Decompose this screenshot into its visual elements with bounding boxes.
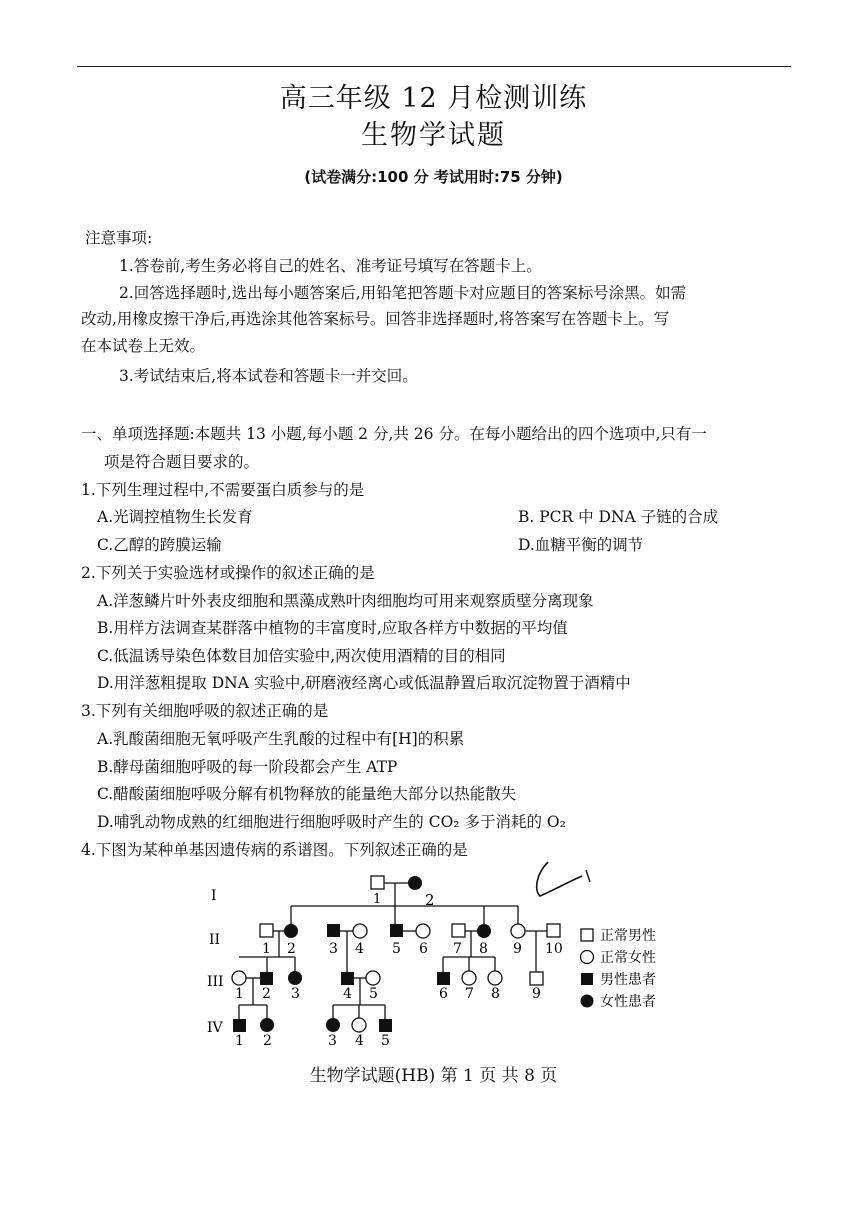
exam-info: (试卷满分:100 分 考试用时:75 分钟)	[304, 168, 563, 186]
gen2-male-1	[260, 924, 273, 937]
q2-option-d: D.用洋葱粗提取 DNA 实验中,研磨液经离心或低温静置后取沉淀物置于酒精中	[97, 674, 631, 692]
q1-option-b: B. PCR 中 DNA 子链的合成	[518, 508, 719, 526]
header-rule	[77, 66, 791, 67]
gen4-num-2: 2	[263, 1033, 272, 1049]
legend-affected-female: 女性患者	[600, 994, 656, 1010]
gen3-num-5: 5	[369, 986, 378, 1002]
gen3-num-1: 1	[235, 986, 244, 1002]
gen3-female-7	[462, 971, 476, 985]
gen2-num-8: 8	[479, 941, 488, 957]
gen1-num-2: 2	[425, 891, 435, 909]
gen2-male-3	[327, 924, 340, 937]
exam-subject: 生物学试题	[361, 120, 506, 151]
gen2-num-5: 5	[392, 941, 401, 957]
q3-option-c: C.醋酸菌细胞呼吸分解有机物释放的能量绝大部分以热能散失	[97, 785, 517, 803]
gen4-num-4: 4	[355, 1033, 364, 1049]
gen4-male-1	[233, 1019, 246, 1032]
pedigree-chart	[195, 860, 675, 1050]
gen3-male-4	[341, 972, 354, 985]
gen2-num-2: 2	[287, 941, 296, 957]
question-2-stem: 2.下列关于实验选材或操作的叙述正确的是	[81, 564, 375, 582]
gen2-female-6	[416, 924, 430, 938]
gen4-female-2	[260, 1018, 274, 1032]
gen3-num-4: 4	[343, 986, 352, 1002]
notice-item-2: 2.回答选择题时,选出每小题答案后,用铅笔把答题卡对应题目的答案标号涂黑。如需	[119, 284, 687, 302]
gen2-male-10	[547, 924, 560, 937]
gen3-num-7: 7	[465, 986, 474, 1002]
q1-option-d: D.血糖平衡的调节	[518, 536, 644, 554]
gen2-male-7	[452, 924, 465, 937]
legend-normal-female: 正常女性	[600, 950, 656, 966]
notice-item-1: 1.答卷前,考生务必将自己的姓名、准考证号填写在答题卡上。	[119, 257, 542, 275]
question-1-stem: 1.下列生理过程中,不需要蛋白质参与的是	[81, 481, 365, 499]
gen3-num-3: 3	[291, 986, 300, 1002]
page-footer: 生物学试题(HB) 第 1 页 共 8 页	[309, 1066, 558, 1086]
legend-affected-female-icon	[581, 995, 594, 1008]
gen2-female-9	[511, 924, 525, 938]
gen2-female-8	[477, 924, 491, 938]
gen3-female-5	[366, 971, 380, 985]
q3-option-d: D.哺乳动物成熟的红细胞进行细胞呼吸时产生的 CO₂ 多于消耗的 O₂	[97, 813, 566, 831]
gen2-num-4: 4	[355, 941, 364, 957]
q1-option-c: C.乙醇的跨膜运输	[97, 536, 222, 554]
gen3-num-2: 2	[262, 986, 271, 1002]
legend-affected-male-icon	[581, 973, 593, 985]
q2-option-b: B.用样方法调查某群落中植物的丰富度时,应取各样方中数据的平均值	[97, 619, 568, 637]
notice-item-2-cont: 改动,用橡皮擦干净后,再选涂其他答案标号。回答非选择题时,将答案写在答题卡上。写	[81, 310, 670, 328]
gen4-num-1: 1	[235, 1033, 244, 1049]
gen3-female-3	[288, 971, 302, 985]
gen4-num-3: 3	[328, 1033, 337, 1049]
gen2-num-6: 6	[419, 941, 428, 957]
gen3-num-6: 6	[439, 986, 448, 1002]
notice-item-2-end: 在本试卷上无效。	[81, 337, 206, 355]
gen3-male-6	[437, 972, 450, 985]
question-4-stem: 4.下图为某种单基因遗传病的系谱图。下列叙述正确的是	[81, 841, 468, 859]
gen2-num-9: 9	[513, 941, 522, 957]
gen4-num-5: 5	[381, 1033, 390, 1049]
q3-option-a: A.乳酸菌细胞无氧呼吸产生乳酸的过程中有[H]的积累	[97, 730, 465, 748]
gen3-female-8	[488, 971, 502, 985]
legend-normal-male: 正常男性	[600, 928, 656, 944]
question-3-stem: 3.下列有关细胞呼吸的叙述正确的是	[81, 702, 329, 720]
gen2-male-5	[390, 924, 403, 937]
gen2-num-10: 10	[545, 941, 563, 957]
notice-heading: 注意事项:	[85, 229, 153, 247]
gen1-female-2	[408, 876, 422, 890]
gen3-female-1	[232, 971, 246, 985]
q3-option-b: B.酵母菌细胞呼吸的每一阶段都会产生 ATP	[97, 758, 398, 776]
notice-item-3: 3.考试结束后,将本试卷和答题卡一并交回。	[119, 367, 418, 385]
gen2-female-2	[284, 924, 298, 938]
section-heading-cont: 项是符合题目要求的。	[104, 453, 260, 471]
gen2-num-3: 3	[329, 941, 338, 957]
legend-normal-female-icon	[581, 951, 594, 964]
gen2-num-7: 7	[453, 941, 462, 957]
gen1-num-1: 1	[373, 892, 382, 907]
gen4-female-4	[352, 1018, 366, 1032]
exam-title: 高三年级 12 月检测训练	[279, 83, 588, 114]
gen3-num-9: 9	[532, 986, 541, 1002]
gen2-num-1: 1	[262, 941, 271, 957]
gen4-male-5	[379, 1019, 392, 1032]
gen-label-iv: IV	[207, 1020, 223, 1036]
gen4-female-3	[326, 1018, 340, 1032]
q2-option-c: C.低温诱导染色体数目加倍实验中,两次使用酒精的目的相同	[97, 647, 506, 665]
gen1-male-1	[371, 876, 384, 889]
q2-option-a: A.洋葱鳞片叶外表皮细胞和黑藻成熟叶肉细胞均可用来观察质壁分离现象	[97, 592, 594, 610]
q1-option-a: A.光调控植物生长发育	[97, 508, 253, 526]
legend-affected-male: 男性患者	[600, 972, 656, 988]
gen-label-i: I	[211, 888, 217, 904]
gen-label-iii: III	[207, 974, 224, 990]
gen2-female-4	[353, 924, 367, 938]
legend-normal-male-icon	[581, 929, 593, 941]
gen-label-ii: II	[209, 932, 221, 948]
gen3-male-2	[260, 972, 273, 985]
gen3-num-8: 8	[491, 986, 500, 1002]
gen3-male-9	[530, 972, 543, 985]
section-heading: 一、单项选择题:本题共 13 小题,每小题 2 分,共 26 分。在每小题给出的四个选项中,只有一	[81, 425, 707, 443]
